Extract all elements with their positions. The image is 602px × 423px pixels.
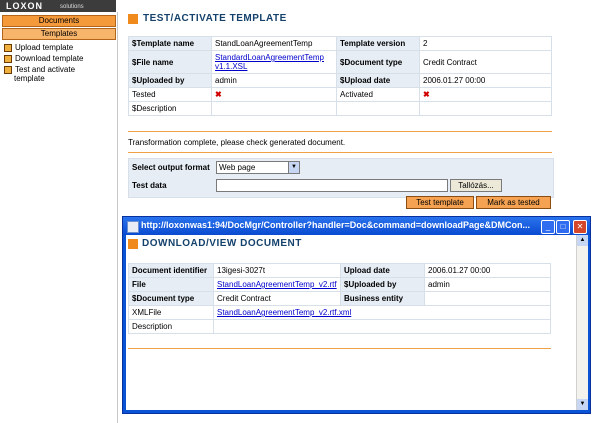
test-data-input[interactable]: [216, 179, 448, 192]
label-business-entity: Business entity: [341, 292, 425, 306]
popup-window-title: http://loxonwas1:94/DocMgr/Controller?handler=Doc&command=downloadPage&DMCon...: [141, 220, 531, 230]
divider: [128, 152, 552, 153]
loxon-logo: [0, 0, 116, 12]
value-description: [214, 320, 551, 334]
value-file-name: [212, 51, 337, 74]
value-template-name: StandLoanAgreementTemp: [212, 37, 337, 51]
label-description: Description: [129, 320, 214, 334]
label-tested: Tested: [129, 88, 212, 102]
bullet-icon: [4, 66, 12, 74]
minimize-icon[interactable]: _: [541, 220, 555, 234]
table-row: [129, 264, 551, 278]
activated-status: [420, 88, 552, 102]
divider: [128, 131, 552, 132]
value-template-version: 2: [420, 37, 552, 51]
table-row: [129, 102, 552, 116]
table-row: [129, 88, 552, 102]
label-document-identifier: Document identifier: [129, 264, 214, 278]
xml-file-link[interactable]: StandLoanAgreementTemp_v2.rtf.xml: [217, 308, 352, 317]
logo-main-text: LOXON: [6, 1, 44, 11]
mark-as-tested-button[interactable]: Mark as tested: [476, 196, 551, 209]
popup-heading: DOWNLOAD/VIEW DOCUMENT: [142, 238, 302, 249]
value-document-type: Credit Contract: [214, 292, 341, 306]
sidebar-button-documents[interactable]: Documents: [2, 15, 116, 27]
file-name-link-cont[interactable]: v1.1.XSL: [215, 62, 248, 71]
sidebar-item-label: Test and activate: [15, 65, 76, 74]
value-document-type: Credit Contract: [420, 51, 552, 74]
value-file: [214, 278, 341, 292]
browse-button[interactable]: Tallózás...: [450, 179, 502, 192]
output-format-value: Web page: [219, 163, 256, 172]
close-icon[interactable]: ✕: [573, 220, 587, 234]
empty-cell: [337, 102, 420, 116]
chevron-down-icon[interactable]: ▼: [288, 162, 299, 173]
file-link[interactable]: StandLoanAgreementTemp_v2.rtf: [217, 280, 337, 289]
document-info-table: [128, 263, 551, 334]
label-uploaded-by: $Uploaded by: [341, 278, 425, 292]
x-icon: ✖: [215, 90, 222, 99]
bullet-icon: [4, 55, 12, 63]
value-upload-date: 2006.01.27 00:00: [420, 74, 552, 88]
download-view-popup-window: [122, 216, 591, 414]
table-row: [129, 320, 551, 334]
test-data-label: Test data: [132, 181, 167, 190]
title-square-icon: [128, 14, 138, 24]
output-format-select[interactable]: [216, 161, 300, 174]
sidebar-item-test-activate-template[interactable]: [4, 65, 75, 74]
sidebar-item-label: Upload template: [15, 43, 74, 52]
value-business-entity: [425, 292, 551, 306]
value-uploaded-by: admin: [425, 278, 551, 292]
sidebar-item-label: Download template: [15, 54, 84, 63]
divider: [128, 348, 551, 349]
sidebar-button-templates[interactable]: Templates: [2, 28, 116, 40]
maximize-icon[interactable]: □: [556, 220, 570, 234]
table-row: [129, 37, 552, 51]
logo-sub-text: solutions: [60, 4, 84, 10]
table-row: [129, 51, 552, 74]
sidebar-item-download-template[interactable]: [4, 54, 83, 63]
tested-status: [212, 88, 337, 102]
table-row: [129, 74, 552, 88]
status-message: Transformation complete, please check generated document.: [128, 138, 346, 147]
label-template-name: $Template name: [129, 37, 212, 51]
label-uploaded-by: $Uploaded by: [129, 74, 212, 88]
popup-title-bar[interactable]: [123, 217, 590, 235]
label-upload-date: $Upload date: [337, 74, 420, 88]
value-xml-file: [214, 306, 551, 320]
bullet-icon: [4, 44, 12, 52]
sidebar: [0, 12, 118, 423]
label-activated: Activated: [337, 88, 420, 102]
label-upload-date: Upload date: [341, 264, 425, 278]
scroll-up-icon[interactable]: ▲: [577, 235, 588, 246]
sidebar-item-upload-template[interactable]: [4, 43, 73, 52]
table-row: [129, 278, 551, 292]
table-row: [129, 292, 551, 306]
empty-cell: [420, 102, 552, 116]
output-format-label: Select output format: [132, 163, 210, 172]
label-template-version: Template version: [337, 37, 420, 51]
table-row: [129, 306, 551, 320]
top-bar: [0, 0, 602, 12]
label-file-name: $File name: [129, 51, 212, 74]
label-description: $Description: [129, 102, 212, 116]
x-icon: ✖: [423, 90, 430, 99]
popup-body: [126, 235, 576, 410]
heading-square-icon: [128, 239, 138, 249]
vertical-scrollbar[interactable]: [576, 235, 588, 410]
value-upload-date: 2006.01.27 00:00: [425, 264, 551, 278]
test-form: [128, 158, 554, 198]
page-title: TEST/ACTIVATE TEMPLATE: [143, 13, 287, 24]
scroll-down-icon[interactable]: ▼: [577, 399, 588, 410]
label-document-type: $Document type: [337, 51, 420, 74]
value-uploaded-by: admin: [212, 74, 337, 88]
file-name-link[interactable]: StandardLoanAgreementTemp: [215, 53, 324, 62]
browser-page-icon: [127, 221, 139, 233]
test-template-button[interactable]: Test template: [406, 196, 474, 209]
value-description: [212, 102, 337, 116]
label-file: File: [129, 278, 214, 292]
value-document-identifier: 13igesi-3027t: [214, 264, 341, 278]
label-xml-file: XMLFile: [129, 306, 214, 320]
sidebar-item-label-cont[interactable]: template: [14, 74, 45, 83]
label-document-type: $Document type: [129, 292, 214, 306]
template-info-table: [128, 36, 552, 116]
